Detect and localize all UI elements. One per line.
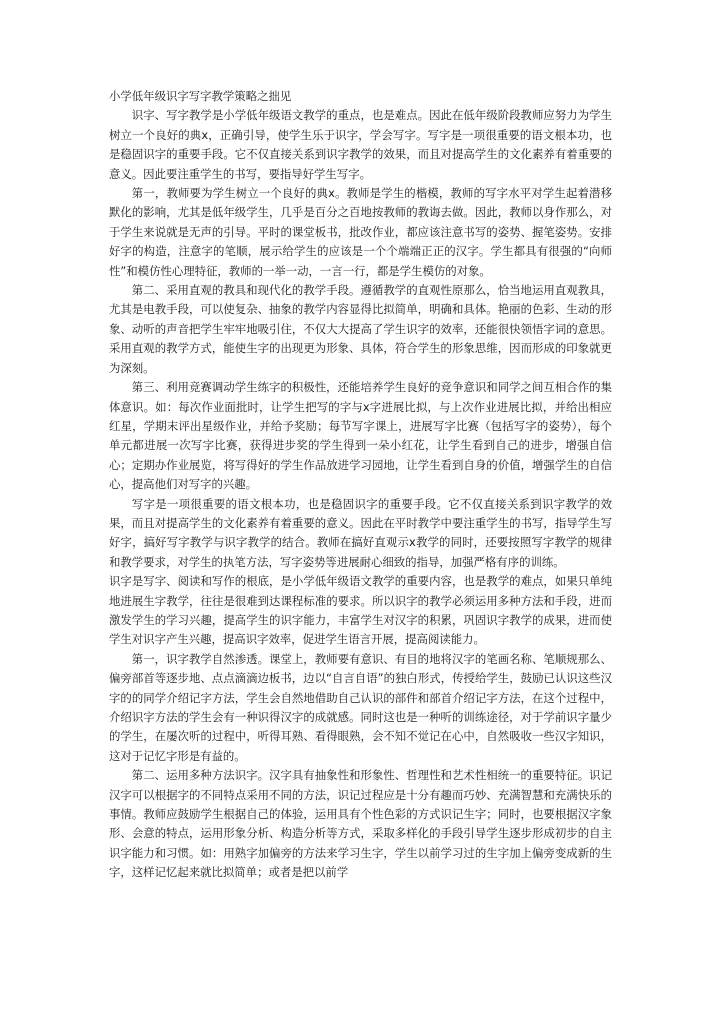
paragraph-7: 第一，识字教学自然渗透。课堂上，教师要有意识、有目的地将汉字的笔画名称、笔顺规那么、偏旁部首等逐步地、点点滴滴边板书，边以“自言自语”的独白形式，传授给学生，鼓励已认识这些汉字的的同学介绍记字方法，学生会自然地借助自己认识的部件和部首介绍记字方法，在这个过程中，介绍识字方法的学生会有一种识得汉字的成就感。同时这也是一种听的训练途径，对于学前识字量少的学生，在屡次听的过程中，听得耳熟、看得眼熟，会不知不觉记在心中，自然吸收一些汉字知识，这对于记忆字形是有益的。	[109, 651, 612, 763]
paragraph-1: 识字、写字教学是小学低年级语文教学的重点，也是难点。因此在低年级阶段教师应努力为学生树立一个良好的典ⅹ，正确引导，使学生乐于识字，学会写字。写字是一项很重要的语文根本功，也是稳固识字的重要手段。它不仅直接关系到识字教学的效果，而且对提高学生的文化素养有着重要的意义。因此要注重学生的书写，要指导好学生写字。	[109, 108, 612, 181]
paragraph-2: 第一，教师要为学生树立一个良好的典ⅹ。教师是学生的楷模，教师的写字水平对学生起着潜移默化的影响，尤其是低年级学生，几乎是百分之百地按教师的教诲去做。因此，教师以身作那么，对于学生来说就是无声的引导。平时的课堂板书，批改作业，都应该注意书写的姿势、握笔姿势。安排好字的构造，注意字的笔顺，展示给学生的应该是一个个端端正正的汉字。学生都具有很强的“向师性”和模仿性心理特征，教师的一举一动，一言一行，都是学生模仿的对象。	[109, 186, 612, 278]
paragraph-8: 第二、运用多种方法识字。汉字具有抽象性和形象性、哲理性和艺术性相统一的重要特征。识记汉字可以根据字的不同特点采用不同的方法，识记过程应是十分有趣而巧妙、充满智慧和充满快乐的事情。教师应鼓励学生根据自己的体验，运用具有个性色彩的方式识记生字；同时，也要根据汉字象形、会意的特点，运用形象分析、构造分析等方式，采取多样化的手段引导学生逐步形成初步的自主识字能力和习惯。如：用熟字加偏旁的方法来学习生字，学生以前学习过的生字加上偏旁变成新的生字，这样记忆起来就比拟简单；或者是把以前学	[109, 768, 612, 880]
paragraph-3: 第二、采用直观的教具和现代化的教学手段。遵循教学的直观性原那么，恰当地运用直观教具，尤其是电教手段，可以使复杂、抽象的教学内容显得比拟简单，明确和具体。艳丽的色彩、生动的形象、动听的声音把学生牢牢地吸引住，不仅大大提高了学生识字的效率，还能很快领悟字词的意思。采用直观的教学方式，能使生字的出现更为形象、具体，符合学生的形象思维，因而形成的印象就更为深刻。	[109, 283, 612, 375]
paragraph-6: 识字是写字、阅读和写作的根底，是小学低年级语文教学的重要内容，也是教学的难点，如果只单纯地进展生字教学，往往是很难到达课程标准的要求。所以识字的教学必须运用多种方法和手段，进而激发学生的学习兴趣，提高学生的识字能力，丰富学生对汉字的积累，巩固识字教学的成果，进而使学生对识字产生兴趣，提高识字效率，促进学生语言开展，提高阅读能力。	[109, 574, 612, 647]
document-body	[109, 87, 612, 883]
document-title: 小学低年级识字写字教学策略之拙见	[109, 89, 292, 103]
paragraph-5: 写字是一项很重要的语文根本功，也是稳固识字的重要手段。它不仅直接关系到识字教学的效果，而且对提高学生的文化素养有着重要的意义。因此在平时教学中要注重学生的书写，指导学生写好字，搞好写字教学与识字教学的结合。教师在搞好直观示ⅹ教学的同时，还要按照写字教学的规律和教学要求，对学生的执笔方法，写字姿势等进展耐心细致的指导，加强严格有序的训练。	[109, 496, 612, 569]
paragraph-4: 第三、利用竞赛调动学生练字的积极性，还能培养学生良好的竞争意识和同学之间互相合作的集体意识。如：每次作业面批时，让学生把写的字与ⅹ字进展比拟，与上次作业进展比拟，并给出相应红星，学期末评出星级作业，并给予奖励；每节写字课上，进展写字比赛（包括写字的姿势），每个单元都进展一次写字比赛，获得进步奖的学生得到一朵小红花，让学生看到自己的进步，增强自信心；定期办作业展览，将写得好的学生作品放进学习园地，让学生看到自身的价值，增强学生的自信心，提高他们对写字的兴趣。	[109, 380, 612, 492]
